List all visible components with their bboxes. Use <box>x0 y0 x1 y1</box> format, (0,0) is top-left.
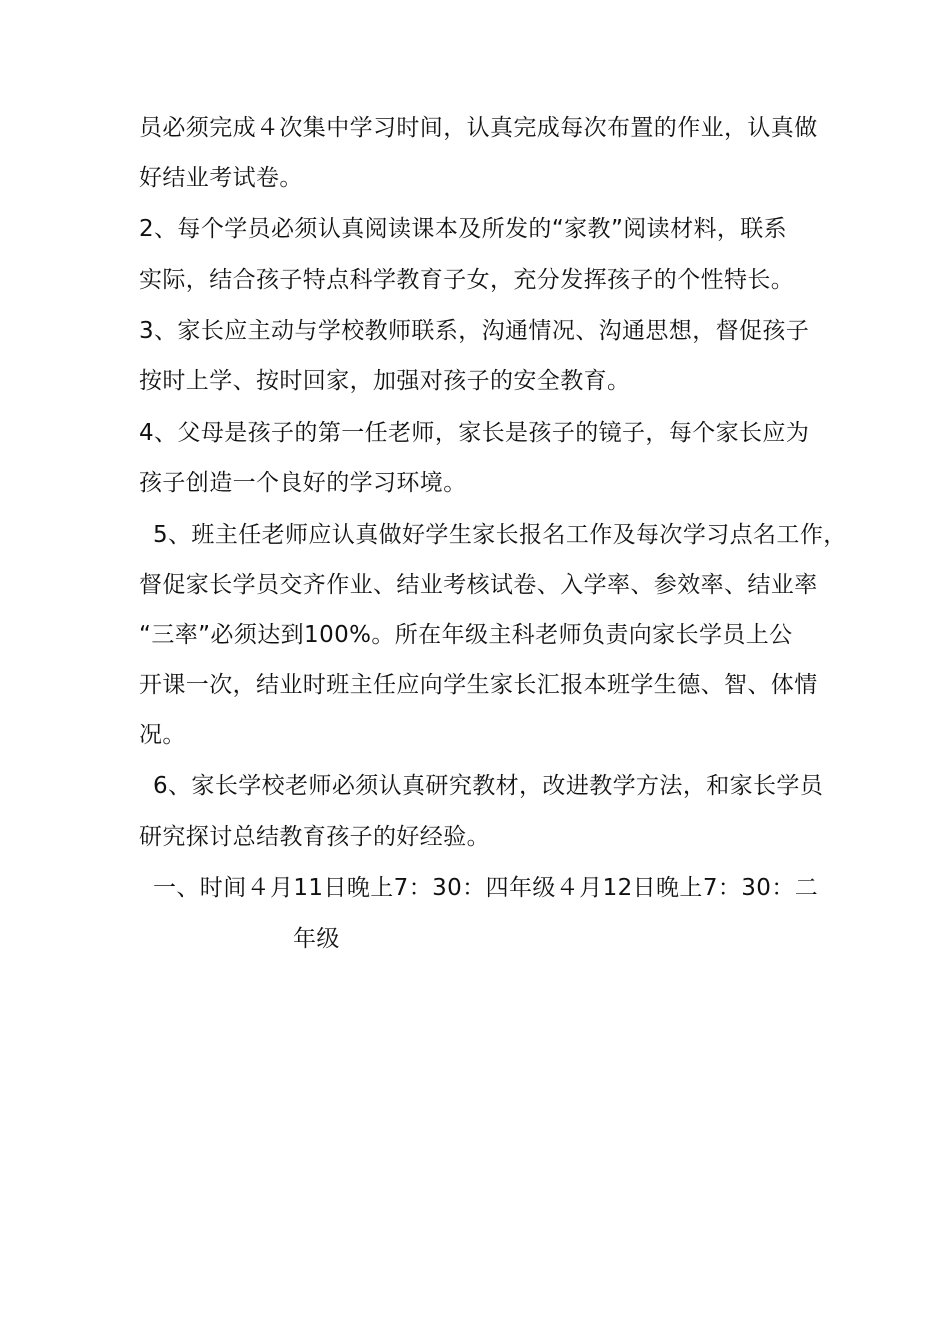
schedule-line-2: 年级 <box>293 926 340 952</box>
paragraph-5-line-5: 况。 <box>139 722 186 748</box>
paragraph-5-line-2: 督促家长学员交齐作业、结业考核试卷、入学率、参效率、结业率 <box>139 572 818 598</box>
schedule-line-1: 一、时间４月11日晚上7：30：四年级４月12日晚上7：30：二 <box>153 875 819 901</box>
paragraph-2-line-1: 2、每个学员必须认真阅读课本及所发的“家教”阅读材料，联系 <box>139 216 788 242</box>
paragraph-4-line-2: 孩子创造一个良好的学习环境。 <box>139 470 467 496</box>
paragraph-4-line-1: 4、父母是孩子的第一任老师，家长是孩子的镜子，每个家长应为 <box>139 420 810 446</box>
paragraph-2-line-2: 实际，结合孩子特点科学教育子女，充分发挥孩子的个性特长。 <box>139 267 795 293</box>
paragraph-5-line-4: 开课一次，结业时班主任应向学生家长汇报本班学生德、智、体情 <box>139 672 818 698</box>
paragraph-6-line-2: 研究探讨总结教育孩子的好经验。 <box>139 824 490 850</box>
text-line-1: 员必须完成４次集中学习时间，认真完成每次布置的作业，认真做 <box>139 115 818 141</box>
paragraph-5-line-1: 5、班主任老师应认真做好学生家长报名工作及每次学习点名工作， <box>153 522 847 548</box>
paragraph-3-line-2: 按时上学、按时回家，加强对孩子的安全教育。 <box>139 368 631 394</box>
paragraph-3-line-1: 3、家长应主动与学校教师联系，沟通情况、沟通思想，督促孩子 <box>139 318 810 344</box>
paragraph-6-line-1: 6、家长学校老师必须认真研究教材，改进教学方法，和家长学员 <box>153 773 824 799</box>
paragraph-5-line-3: “三率”必须达到100%。所在年级主科老师负责向家长学员上公 <box>139 622 793 648</box>
text-line-2: 好结业考试卷。 <box>139 165 303 191</box>
